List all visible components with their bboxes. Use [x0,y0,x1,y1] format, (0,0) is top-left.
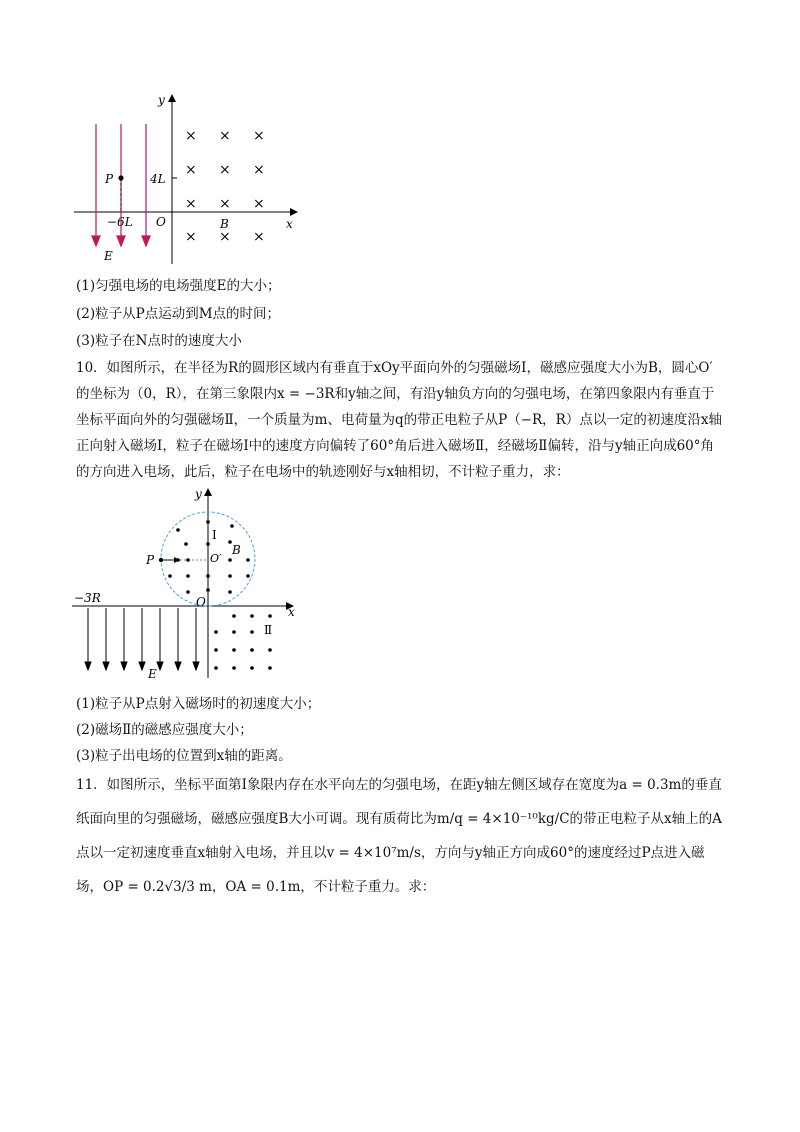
b-label: B [220,217,229,231]
origin-label: O [156,215,166,229]
point-p [118,175,123,180]
y-axis-label: y [158,93,165,107]
region-1-dots [168,520,250,594]
x-axis-label: x [288,605,295,619]
region-1-label: Ⅰ [212,528,217,542]
q10-item-2: (2)磁场Ⅱ的磁感应强度大小； [76,722,253,738]
electric-field-lines [85,608,199,670]
q10-question-text: 10．如图所示，在半径为R的圆形区域内有垂直于xOy平面向外的匀强磁场Ⅰ，磁感应强度大小为B，圆心O′的坐标为（0，R），在第三象限内x = −3R和y轴之间，有沿y轴负方向的匀强电场，在第四象限内有垂直于坐标平面向外的匀强磁场Ⅱ，一个质量为m、电荷量为q的带正电粒子从P（−R，R）点以一定的初速度沿x轴正向射入磁场Ⅰ，粒子在磁场Ⅰ中的速度方向偏转了60°角后进入磁场Ⅱ，经磁场Ⅱ偏转，沿与y轴正向成60°角的方向进入电场，此后，粒子在电场中的轨迹刚好与x轴相切，不计粒子重力，求： [76,360,722,480]
tick-4L: 4L [150,172,166,186]
minus-3r-label: −3R [74,591,101,605]
svg-text:×: × [219,162,231,178]
b-label: B [232,543,241,557]
q10-item-1: (1)粒子从P点射入磁场时的初速度大小； [76,696,321,712]
e-label: E [148,667,157,681]
e-label: E [104,249,113,263]
svg-text:×: × [185,196,197,212]
p-label: P [146,553,155,567]
svg-text:×: × [253,162,265,178]
q9-item-3: (3)粒子在N点时的速度大小 [76,333,242,349]
q11-question-text: 11．如图所示，坐标平面第Ⅰ象限内存在水平向左的匀强电场，在距y轴左侧区域存在宽度为a = 0.3m的垂直纸面向里的匀强磁场，磁感应强度B大小可调。现有质荷比为m/q = 4×10⁻¹⁰kg/C的带正电粒子从x轴上的A点以一定初速度垂直x轴射入电场，并且以v = 4×10⁷m/s，方向与y轴正方向成60°的速度经过P点进入磁场，OP = 0.2√3/3 m，OA = 0.1m，不计粒子重力。求： [76,777,722,895]
center-o-prime: O′ [210,552,222,565]
q10-item-3: (3)粒子出电场的位置到x轴的距离。 [76,748,292,764]
svg-text:×: × [253,196,265,212]
svg-text:×: × [253,128,265,144]
p-label: P [105,172,114,186]
svg-text:×: × [219,229,231,245]
q9-item-2: (2)粒子从P点运动到M点的时间； [76,306,281,322]
figure-1-electric-magnetic-field [60,88,320,268]
tick-minus-6L: −6L [107,215,133,229]
svg-text:×: × [185,128,197,144]
q9-item-1: (1)匀强电场的电场强度E的大小； [76,278,281,294]
svg-text:×: × [185,229,197,245]
svg-text:×: × [219,196,231,212]
origin-label: O [196,595,206,609]
figure-2-circular-field [62,484,312,684]
y-axis-label: y [195,487,202,501]
region-2-label: Ⅱ [264,623,273,637]
svg-text:×: × [185,162,197,178]
x-axis-label: x [286,217,293,231]
svg-text:×: × [253,229,265,245]
svg-text:×: × [219,128,231,144]
